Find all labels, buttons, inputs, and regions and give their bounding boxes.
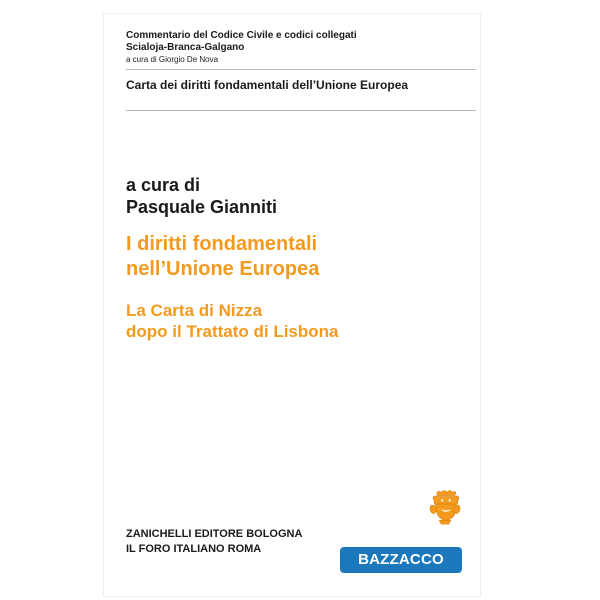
brand-badge: BAZZACCO (340, 547, 462, 573)
main-title-line-2: nell’Unione Europea (126, 258, 320, 280)
editor-intro: a cura di (126, 175, 201, 195)
main-title (126, 232, 319, 282)
main-title-line-1: I diritti fondamentali (126, 233, 318, 255)
subtitle-line-1: La Carta di Nizza (126, 301, 263, 320)
publisher-line-2: IL FORO ITALIANO ROMA (126, 543, 262, 555)
publisher-line-1: ZANICHELLI EDITORE BOLOGNA (126, 528, 303, 540)
series-editor: a cura di Giorgio De Nova (126, 55, 219, 64)
subtitle-line-2: dopo il Trattato di Lisbona (126, 322, 339, 341)
book-cover (104, 14, 480, 596)
series-authors: Scialoja-Branca-Galgano (126, 42, 245, 53)
series-title: Commentario del Codice Civile e codici collegati (126, 30, 357, 41)
subtitle (126, 300, 339, 342)
section-divider (126, 110, 476, 111)
publisher-emblem-icon (426, 488, 464, 526)
editor-name: Pasquale Gianniti (126, 197, 278, 217)
top-divider (126, 69, 476, 70)
volume-title: Carta dei diritti fondamentali dell’Unione Europea (126, 78, 409, 92)
